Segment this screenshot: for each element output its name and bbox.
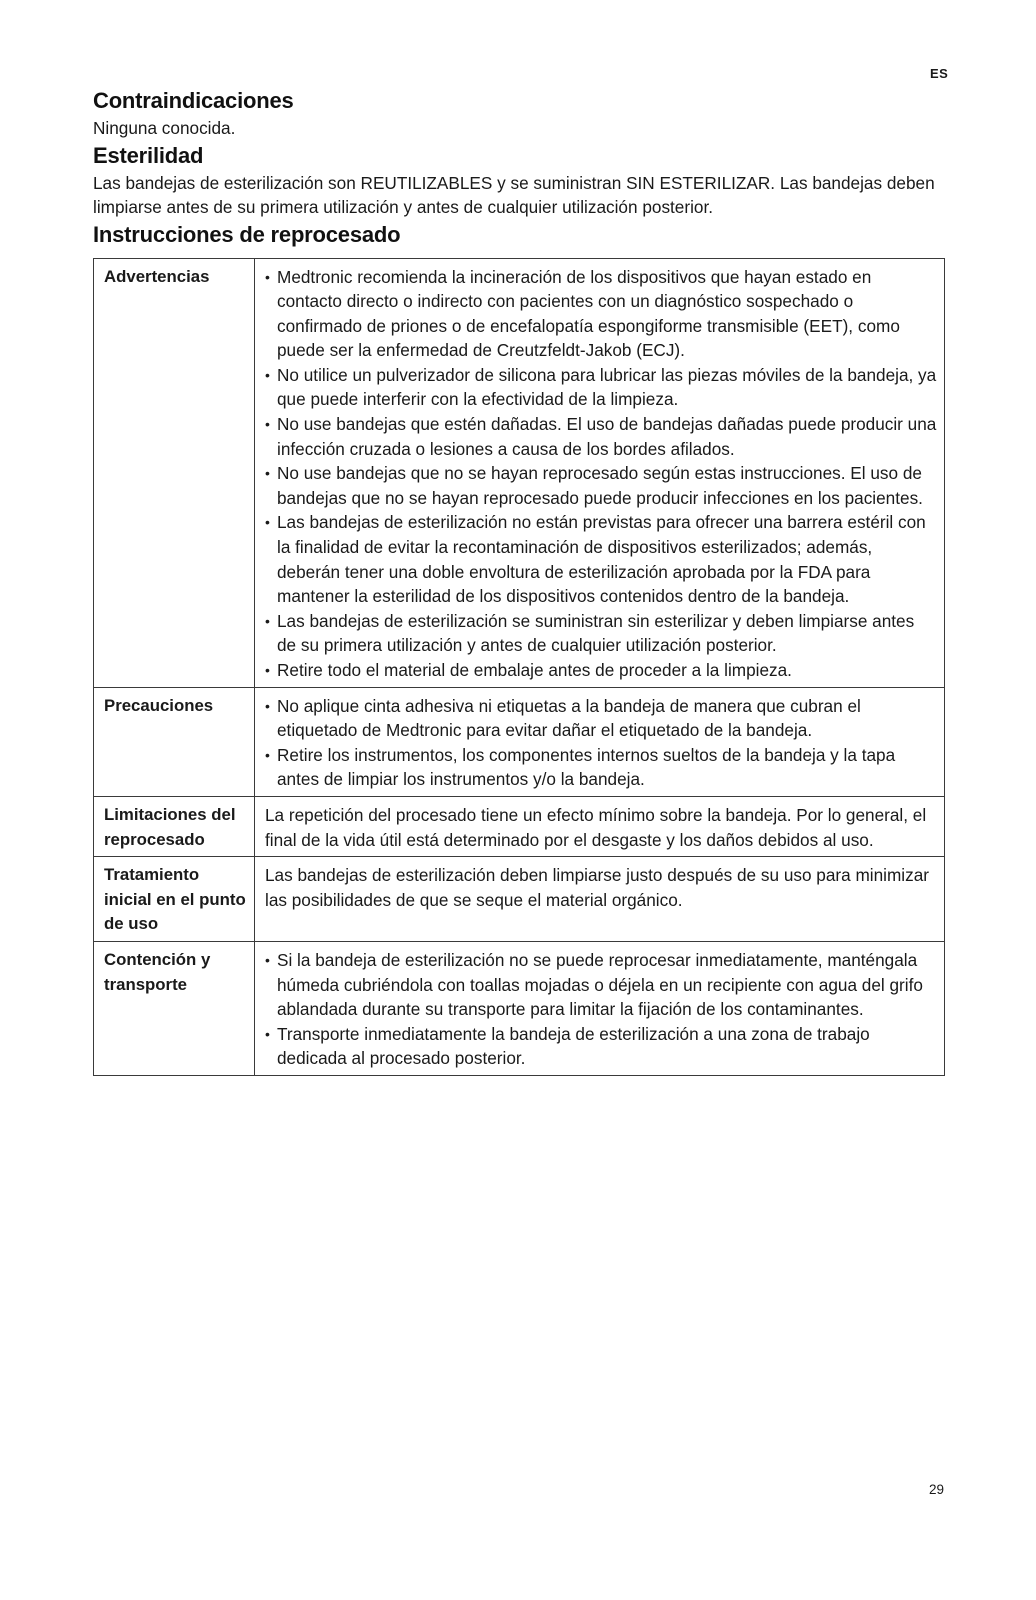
row-label: Tratamiento inicial en el punto de uso (94, 857, 255, 942)
section-title-esterilidad: Esterilidad (93, 142, 204, 168)
contraindicaciones-text: Ninguna conocida. (93, 118, 236, 138)
list-item: • Medtronic recomienda la incineración de los dispositivos que hayan estado en contacto directo o indirecto con pacientes con un diagnóstico sospechado o confirmado de priones o de encefalopatía espongiforme transmisible (EET), como puede ser la enfermedad de Creutzfeldt-Jakob (ECJ). (265, 265, 938, 363)
row-label: Advertencias (94, 258, 255, 687)
list-item: • Retire los instrumentos, los componentes internos sueltos de la bandeja y la tapa antes de limpiar los instrumentos y/o la bandeja. (265, 743, 938, 792)
document-body (93, 86, 945, 1076)
bullet-list (265, 948, 938, 1071)
bullet-list (265, 694, 938, 792)
list-item: • No aplique cinta adhesiva ni etiquetas a la bandeja de manera que cubran el etiquetado de Medtronic para evitar dañar el etiquetado de la bandeja. (265, 694, 938, 743)
table-row (94, 857, 945, 942)
list-item: • Las bandejas de esterilización no están previstas para ofrecer una barrera estéril con la finalidad de evitar la recontaminación de dispositivos esterilizados; además, deberán tener una doble envoltura de esterilización aprobada por la FDA para mantener la esterilidad de los dispositivos contenidos dentro de la bandeja. (265, 510, 938, 608)
bullet-list (265, 265, 938, 683)
section-title-reprocesado: Instrucciones de reprocesado (93, 221, 401, 247)
table-row (94, 941, 945, 1075)
row-content (255, 258, 945, 687)
table-row (94, 258, 945, 687)
row-content (255, 941, 945, 1075)
row-label: Contención y transporte (94, 941, 255, 1075)
list-item: • Retire todo el material de embalaje antes de proceder a la limpieza. (265, 658, 938, 683)
list-item: • No utilice un pulverizador de silicona para lubricar las piezas móviles de la bandeja, ya que puede interferir con la efectividad de la limpieza. (265, 363, 938, 412)
list-item: • Si la bandeja de esterilización no se puede reprocesar inmediatamente, manténgala húmeda cubriéndola con toallas mojadas o déjela en un recipiente con agua del grifo ablandada durante su transporte para limitar la fijación de los contaminantes. (265, 948, 938, 1022)
row-label: Limitaciones del reprocesado (94, 796, 255, 856)
list-item: • No use bandejas que no se hayan reprocesado según estas instrucciones. El uso de bandejas que no se hayan reprocesado puede producir infecciones en los pacientes. (265, 461, 938, 510)
row-content: Las bandejas de esterilización deben limpiarse justo después de su uso para minimizar las posibilidades de que se seque el material orgánico. (255, 857, 945, 942)
table-row (94, 796, 945, 856)
list-item: • Las bandejas de esterilización se suministran sin esterilizar y deben limpiarse antes de su primera utilización y antes de cualquier utilización posterior. (265, 609, 938, 658)
language-code: ES (930, 66, 949, 81)
list-item: • No use bandejas que estén dañadas. El uso de bandejas dañadas puede producir una infección cruzada o lesiones a causa de los bordes afilados. (265, 412, 938, 461)
table-row (94, 687, 945, 796)
list-item: • Transporte inmediatamente la bandeja de esterilización a una zona de trabajo dedicada al procesado posterior. (265, 1022, 938, 1071)
row-content: La repetición del procesado tiene un efecto mínimo sobre la bandeja. Por lo general, el final de la vida útil está determinado por el desgaste y los daños debidos al uso. (255, 796, 945, 856)
row-content (255, 687, 945, 796)
row-label: Precauciones (94, 687, 255, 796)
esterilidad-text: Las bandejas de esterilización son REUTILIZABLES y se suministran SIN ESTERILIZAR. Las bandejas deben limpiarse antes de su primera utilización y antes de cualquier utilización posterior. (93, 172, 935, 217)
page-number: 29 (929, 1482, 945, 1497)
section-title-contraindicaciones: Contraindicaciones (93, 88, 294, 113)
reprocessing-table (93, 258, 945, 1076)
